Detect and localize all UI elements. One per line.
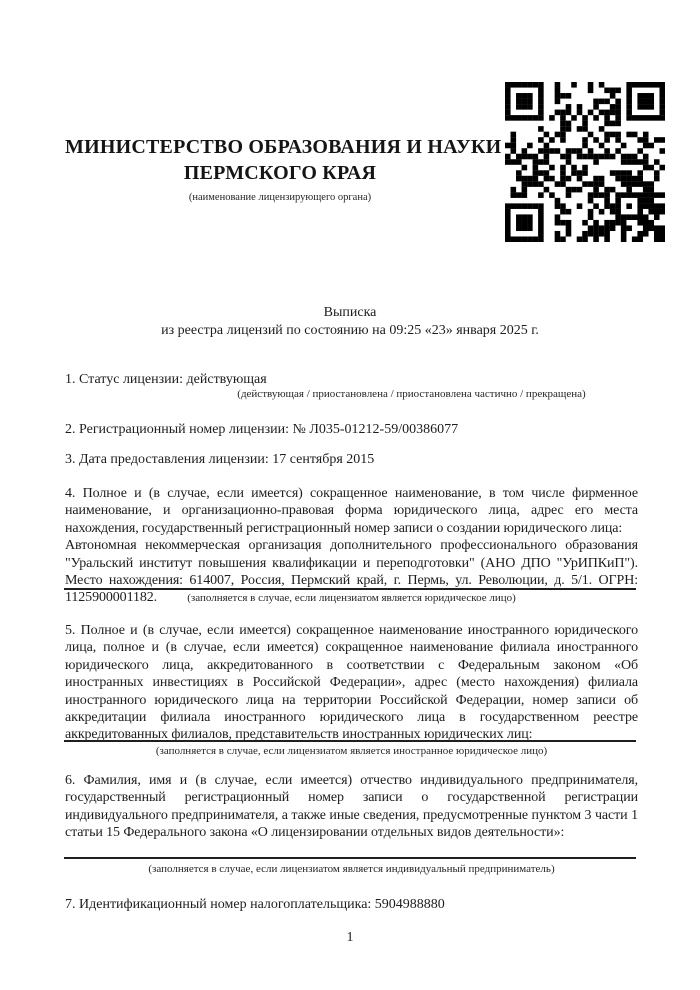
qr-code-image [505, 82, 665, 242]
item-1-license-status: 1. Статус лицензии: действующая [65, 372, 267, 387]
item-5-caption: (заполняется в случае, если лицензиатом является иностранное юридическое лицо) [155, 745, 548, 757]
item-6-individual-entrepreneur [65, 772, 638, 842]
item-7-taxpayer-id: 7. Идентификационный номер налогоплательщика: 5904988880 [65, 897, 445, 912]
document-title-line2: из реестра лицензий по состоянию на 09:25 «23» января 2025 г. [161, 322, 539, 338]
issuer-header [65, 134, 502, 204]
item-1-caption: (действующая / приостановлена / приостановлена частично / прекращена) [237, 388, 586, 400]
page-number: 1 [346, 930, 354, 945]
item-5-question: 5. Полное и (в случае, если имеется) сокращенное наименование иностранного юридического лица, полное и (в случае, если имеется) сокращенное наименование филиала иностранного юридического лица, аккредитованного в соответствии с Федеральным законом «Об иностранных инвестициях в Российской Федерации», адрес (место нахождения) филиала иностранного юридического лица на территории Российской Федерации, номер записи об аккредитации филиала иностранного юридического лица в государственном реестре аккредитованных филиалов, представительств иностранных юридических лиц: [65, 623, 638, 743]
issuer-name-line2: ПЕРМСКОГО КРАЯ [183, 162, 377, 184]
item-2-registration-number: 2. Регистрационный номер лицензии: № Л035-01212-59/00386077 [65, 422, 459, 437]
issuer-name [65, 134, 502, 186]
item-5-answer-rule [64, 740, 636, 742]
item-4-caption: (заполняется в случае, если лицензиатом является юридическое лицо) [187, 592, 516, 604]
item-4-question: 4. Полное и (в случае, если имеется) сокращенное наименование, в том числе фирменное наименование, и организационно-правовая форма юридического лица, адрес его места нахождения, государственный регистрационный номер записи о создании юридического лица: [65, 486, 638, 536]
qr-code [505, 82, 665, 242]
item-3-license-date: 3. Дата предоставления лицензии: 17 сентября 2015 [65, 452, 375, 467]
item-6-question: 6. Фамилия, имя и (в случае, если имеется) отчество индивидуального предпринимателя, государственный регистрационный номер записи о государственной регистрации индивидуального предпринимателя, а также иные сведения, предусмотренные пунктом 3 части 1 статьи 15 Федерального закона «О лицензировании отдельных видов деятельности»: [65, 773, 638, 841]
document-title-line1: Выписка [323, 305, 377, 320]
issuer-name-line1: МИНИСТЕРСТВО ОБРАЗОВАНИЯ И НАУКИ [65, 136, 502, 158]
item-4-answer: Автономная некоммерческая организация дополнительного профессионального образования "Уральский институт повышения квалификации и переподготовки" (АНО ДПО "УрИПКиП"). Место нахождения: 614007, Россия, Пермский край, г. Пермь, ул. Революции, д. 5/1. ОГРН: 1125900001182. [65, 538, 638, 606]
item-5-foreign-entity [65, 622, 638, 744]
issuer-caption: (наименование лицензирующего органа) [188, 192, 372, 203]
document-title [0, 304, 700, 339]
item-4-answer-rule [64, 588, 636, 590]
item-6-caption: (заполняется в случае, если лицензиатом является индивидуальный предприниматель) [148, 863, 555, 875]
item-6-answer-rule [64, 857, 636, 859]
